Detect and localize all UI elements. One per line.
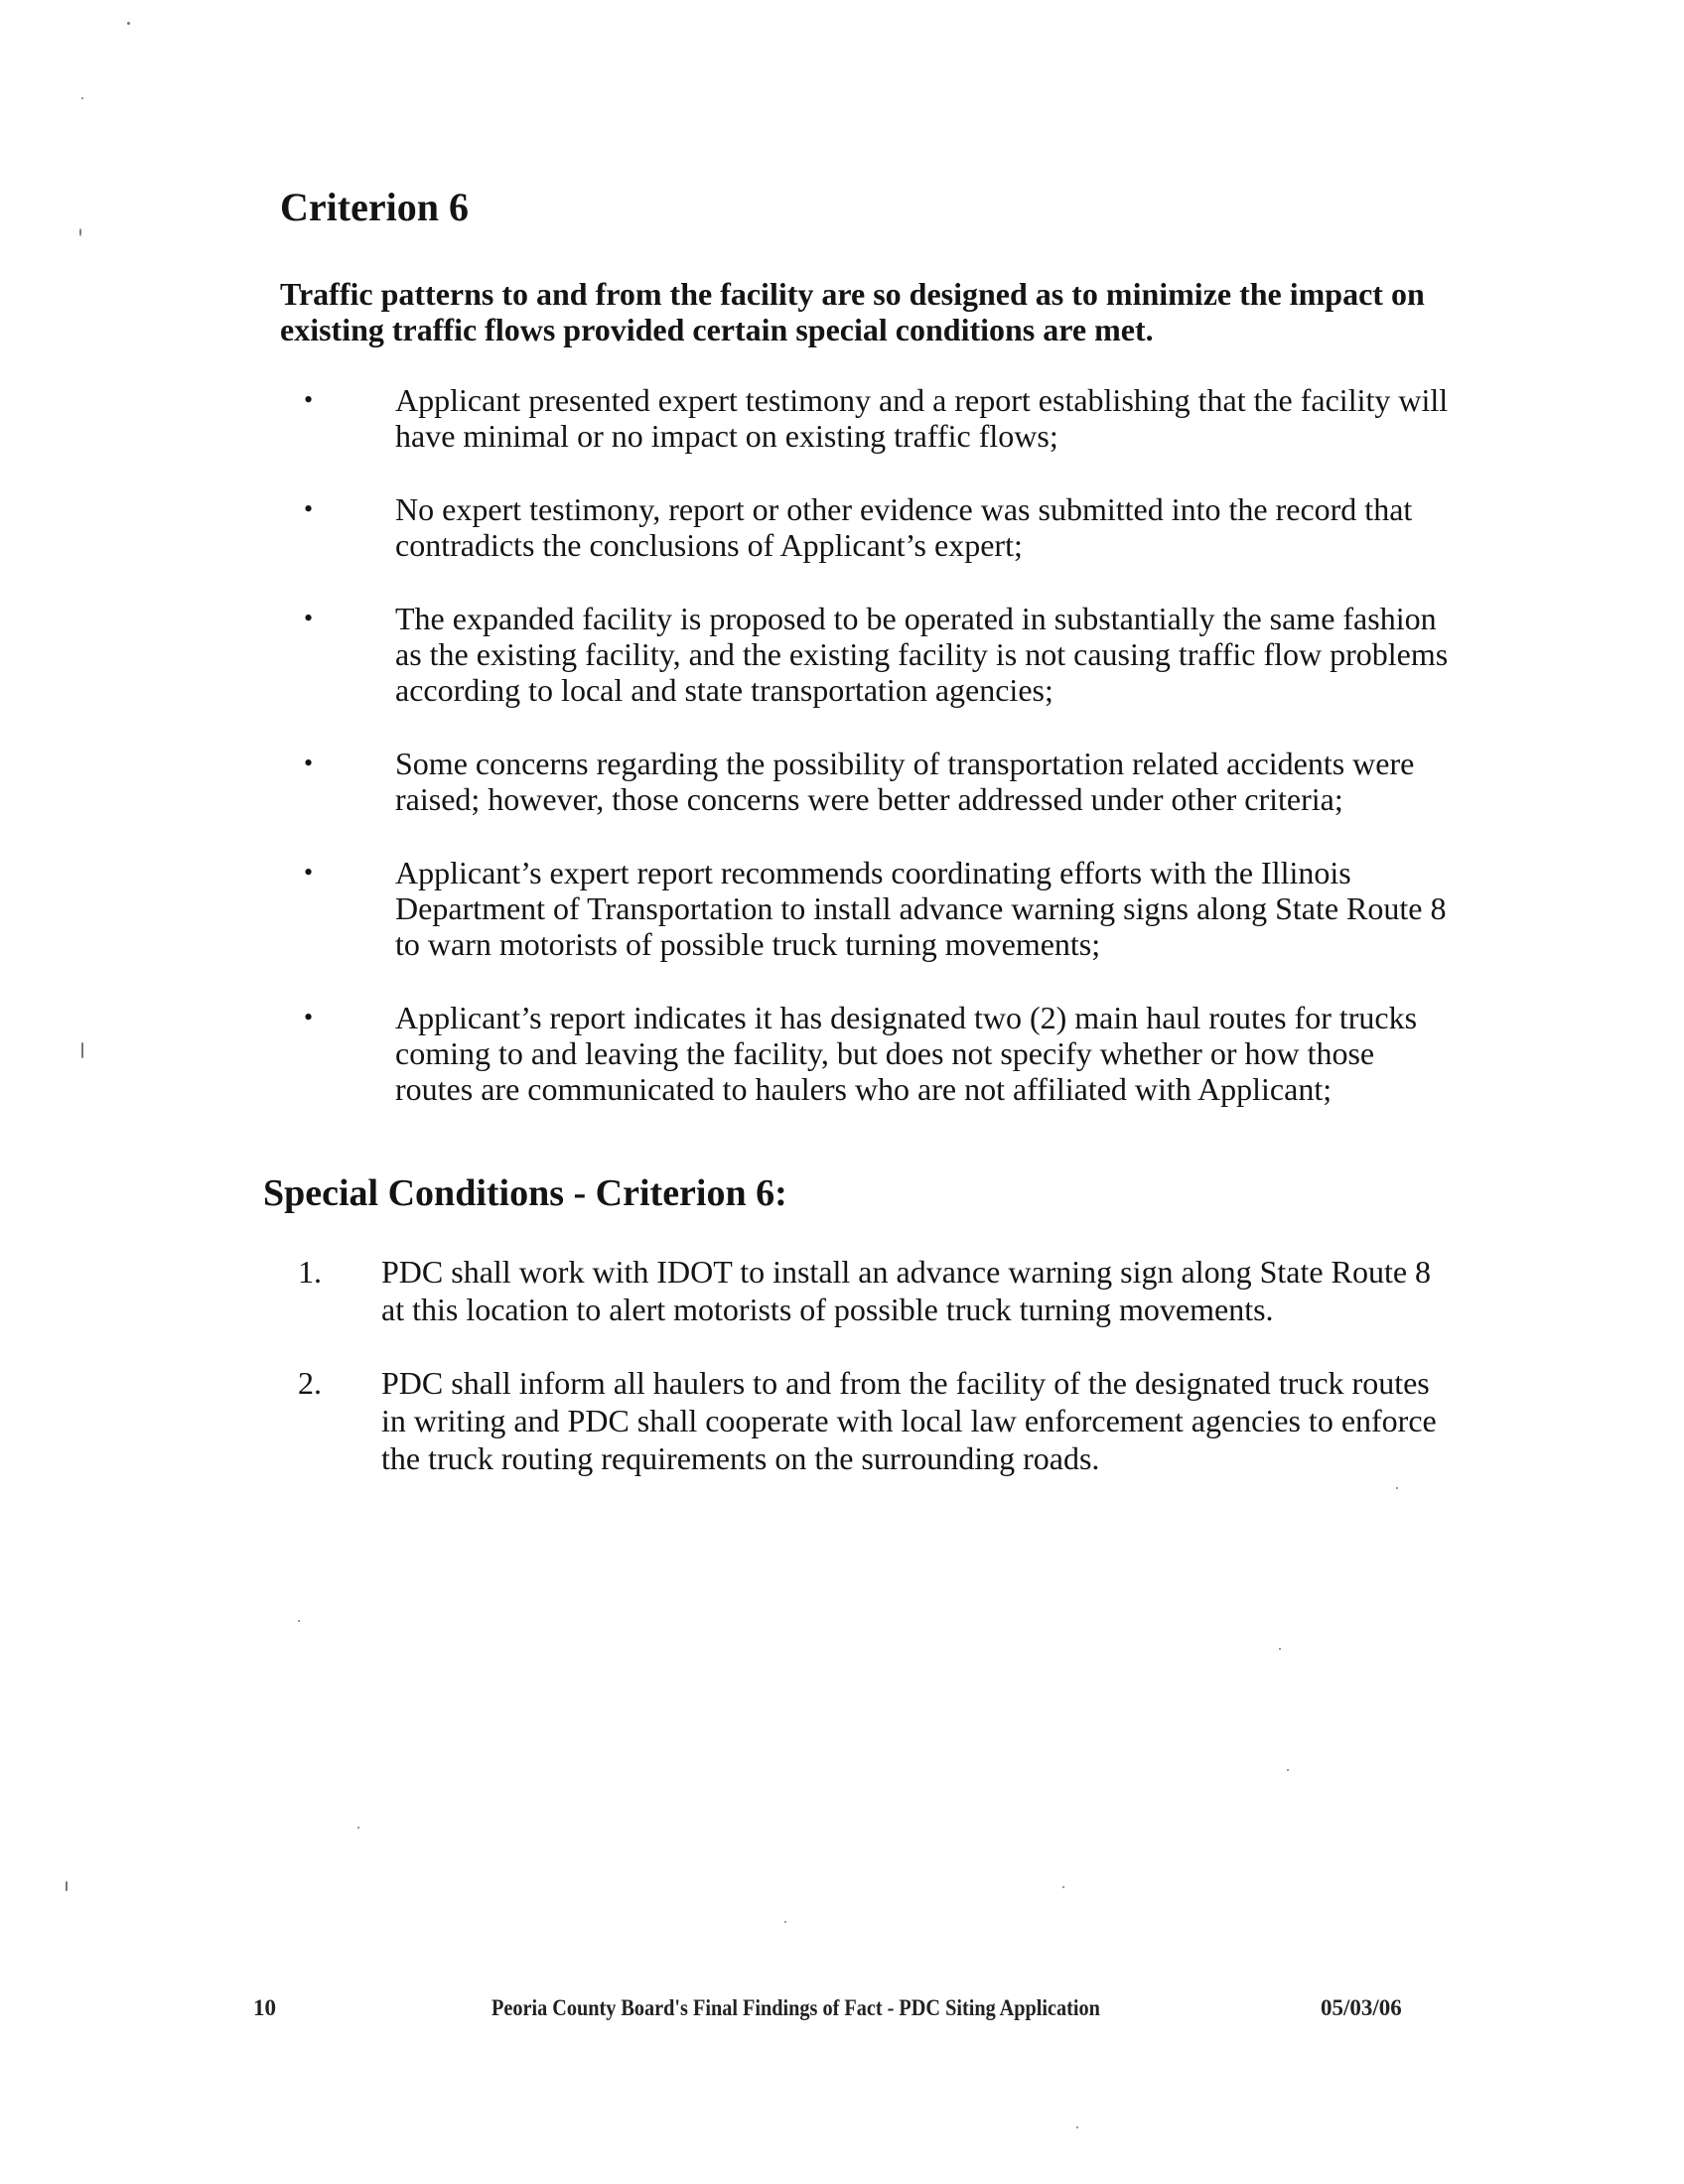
footer-date: 05/03/06 <box>1321 1995 1402 2020</box>
footer-page-number: 10 <box>253 1995 276 2020</box>
finding-text: Applicant presented expert testimony and a report establishing that the facility will have minimal or no impact on existing traffic flows; <box>395 382 1449 454</box>
scan-speck <box>81 97 83 99</box>
finding-text: The expanded facility is proposed to be operated in substantially the same fashion as the existing facility, and the existing facility is not causing traffic flow problems according to local and state transportation agencies; <box>395 601 1449 708</box>
scan-speck <box>66 1881 68 1891</box>
condition-text: PDC shall inform all haulers to and from the facility of the designated truck routes in writing and PDC shall cooperate with local law enforcement agencies to enforce the truck routing requirements on the surrounding roads. <box>381 1365 1437 1476</box>
scan-speck <box>298 1620 300 1622</box>
bullet-icon: • <box>304 494 314 523</box>
finding-item <box>298 382 1460 454</box>
bullet-icon: • <box>304 385 314 414</box>
scan-speck <box>1076 2126 1078 2128</box>
scan-speck <box>784 1921 786 1923</box>
condition-text: PDC shall work with IDOT to install an advance warning sign along State Route 8 at this location to alert motorists of possible truck turning movements. <box>381 1254 1432 1327</box>
bullet-icon: • <box>304 749 314 777</box>
condition-number: 1. <box>298 1254 322 1290</box>
bullet-icon: • <box>304 604 314 632</box>
special-conditions-list <box>298 1253 1460 1513</box>
bullet-icon: • <box>304 858 314 887</box>
scan-speck <box>79 228 81 236</box>
footer-title: Peoria County Board's Final Findings of Fact - PDC Siting Application <box>491 1995 1100 2020</box>
bullet-icon: • <box>304 1003 314 1031</box>
finding-item <box>298 1000 1460 1107</box>
finding-text: Some concerns regarding the possibility of transportation related accidents were raised; however, those concerns were better addressed under other criteria; <box>395 746 1415 817</box>
scan-speck <box>1396 1487 1398 1489</box>
finding-item <box>298 746 1460 817</box>
finding-item <box>298 491 1460 563</box>
criterion-heading: Criterion 6 <box>280 185 469 229</box>
condition-number: 2. <box>298 1365 322 1401</box>
special-conditions-heading: Special Conditions - Criterion 6: <box>263 1172 787 1214</box>
scan-speck <box>81 1042 83 1058</box>
scan-speck <box>1287 1769 1289 1771</box>
condition-item <box>298 1253 1460 1328</box>
finding-item <box>298 601 1460 708</box>
finding-text: Applicant’s expert report recommends coordinating efforts with the Illinois Department of Transportation to install advance warning signs along State Route 8 to warn motorists of possible truck turning movements; <box>395 855 1447 962</box>
scan-speck <box>1062 1886 1064 1888</box>
finding-text: No expert testimony, report or other evidence was submitted into the record that contradicts the conclusions of Applicant’s expert; <box>395 491 1413 563</box>
scan-speck <box>1279 1648 1281 1650</box>
condition-item <box>298 1364 1460 1477</box>
criterion-statement: Traffic patterns to and from the facility are so designed as to minimize the impact on existing traffic flows provided certain special conditions are met. <box>280 276 1425 347</box>
finding-text: Applicant’s report indicates it has designated two (2) main haul routes for trucks coming to and leaving the facility, but does not specify whether or how those routes are communicated to haulers who are not affiliated with Applicant; <box>395 1000 1418 1107</box>
scan-speck <box>127 22 130 25</box>
scan-speck <box>357 1827 359 1829</box>
finding-item <box>298 855 1460 962</box>
findings-list <box>298 382 1460 1145</box>
